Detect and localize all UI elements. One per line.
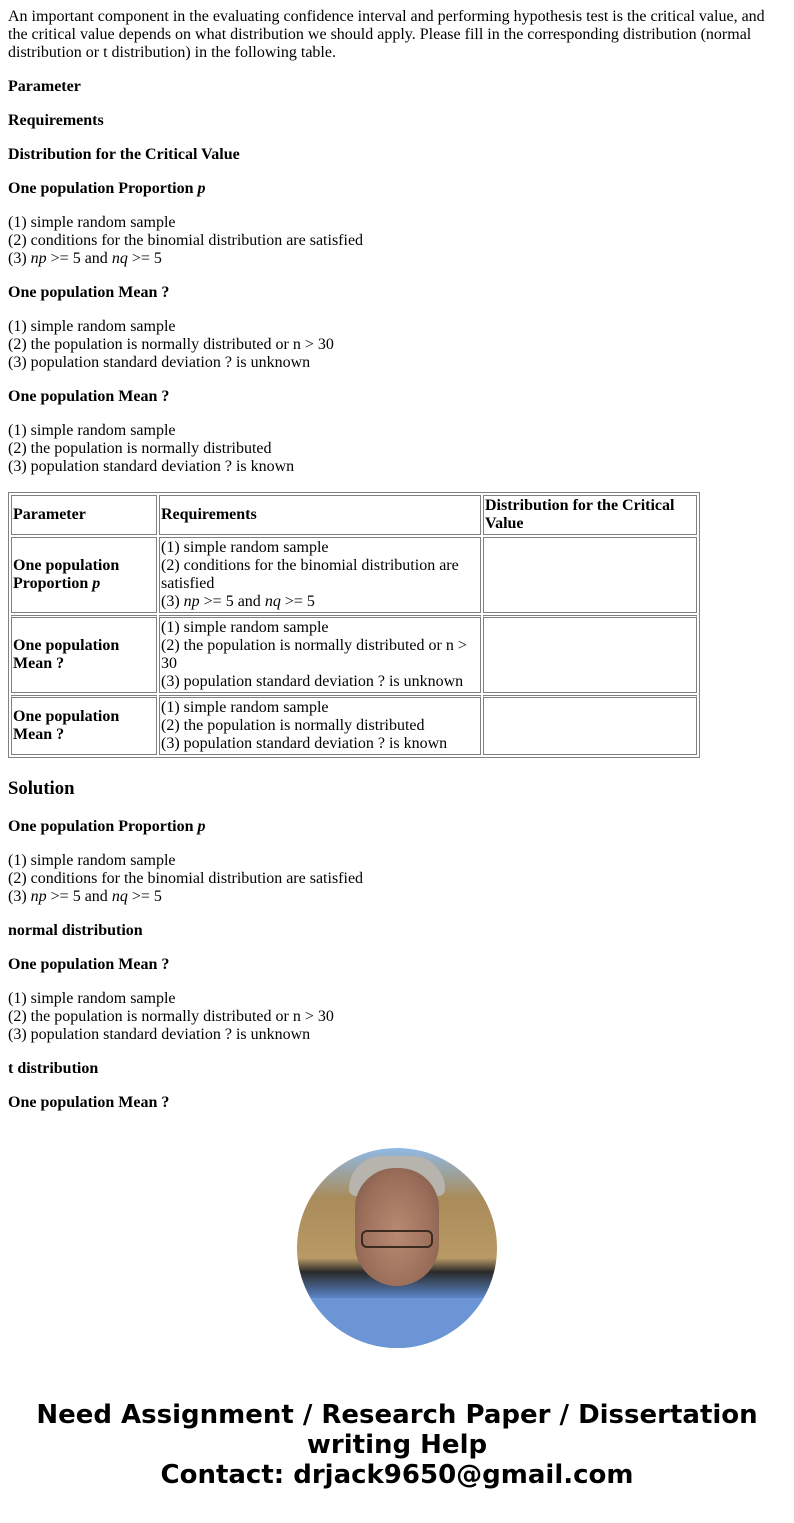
solution-answer-normal: normal distribution <box>8 922 143 939</box>
header-distribution: Distribution for the Critical Value <box>483 495 697 535</box>
parameter-mean-unknown-label: One population Mean ? <box>8 284 170 301</box>
table-header-row <box>11 495 697 535</box>
solution-heading: Solution <box>8 778 75 799</box>
cell-requirements: (1) simple random sample (2) conditions for the binomial distribution are satisfied (3) np >= 5 and nq >= 5 <box>159 537 481 613</box>
heading-parameter: Parameter <box>8 78 81 95</box>
author-photo <box>297 1148 497 1348</box>
heading-requirements: Requirements <box>8 112 104 129</box>
solution-parameter-mean-known: One population Mean ? <box>8 1094 170 1111</box>
parameter-mean-known-label: One population Mean ? <box>8 388 170 405</box>
cell-distribution <box>483 695 697 755</box>
solution-parameter-proportion: One population Proportion p <box>8 818 206 835</box>
table-row <box>11 615 697 693</box>
author-photo-container <box>8 1148 786 1348</box>
solution-parameter-mean-unknown: One population Mean ? <box>8 956 170 973</box>
header-parameter: Parameter <box>11 495 157 535</box>
requirements-mean-unknown: (1) simple random sample (2) the population is normally distributed or n > 30 (3) population standard deviation ? is unknown <box>8 318 334 371</box>
requirements-mean-known: (1) simple random sample (2) the population is normally distributed (3) population standard deviation ? is known <box>8 422 295 475</box>
intro-paragraph: An important component in the evaluating confidence interval and performing hypothesis test is the critical value, and the critical value depends on what distribution we should apply. Please fill in the corresponding distribution (normal distribution or t distribution) in the following table. <box>8 8 765 61</box>
table-row <box>11 695 697 755</box>
cell-requirements: (1) simple random sample (2) the population is normally distributed or n > 30 (3) population standard deviation ? is unknown <box>159 615 481 693</box>
header-requirements: Requirements <box>159 495 481 535</box>
banner-headline: Need Assignment / Research Paper / Dissertation writing Help <box>36 1400 758 1460</box>
solution-requirements-mean-unknown: (1) simple random sample (2) the population is normally distributed or n > 30 (3) population standard deviation ? is unknown <box>8 990 334 1043</box>
solution-answer-t: t distribution <box>8 1060 99 1077</box>
solution-requirements-proportion: (1) simple random sample (2) conditions for the binomial distribution are satisfied (3) np >= 5 and nq >= 5 <box>8 852 364 905</box>
parameter-proportion-label: One population Proportion p <box>8 180 206 197</box>
cell-distribution <box>483 537 697 613</box>
cell-distribution <box>483 615 697 693</box>
banner-contact: Contact: drjack9650@gmail.com <box>160 1460 634 1490</box>
cell-parameter: One population Mean ? <box>11 615 157 693</box>
cell-requirements: (1) simple random sample (2) the population is normally distributed (3) population standard deviation ? is known <box>159 695 481 755</box>
table-row <box>11 537 697 613</box>
distribution-table <box>8 492 700 758</box>
cell-parameter: One population Mean ? <box>11 695 157 755</box>
requirements-proportion: (1) simple random sample (2) conditions for the binomial distribution are satisfied (3) np >= 5 and nq >= 5 <box>8 214 364 267</box>
contact-banner <box>8 1400 786 1490</box>
heading-distribution: Distribution for the Critical Value <box>8 146 240 163</box>
cell-parameter: One population Proportion p <box>11 537 157 613</box>
